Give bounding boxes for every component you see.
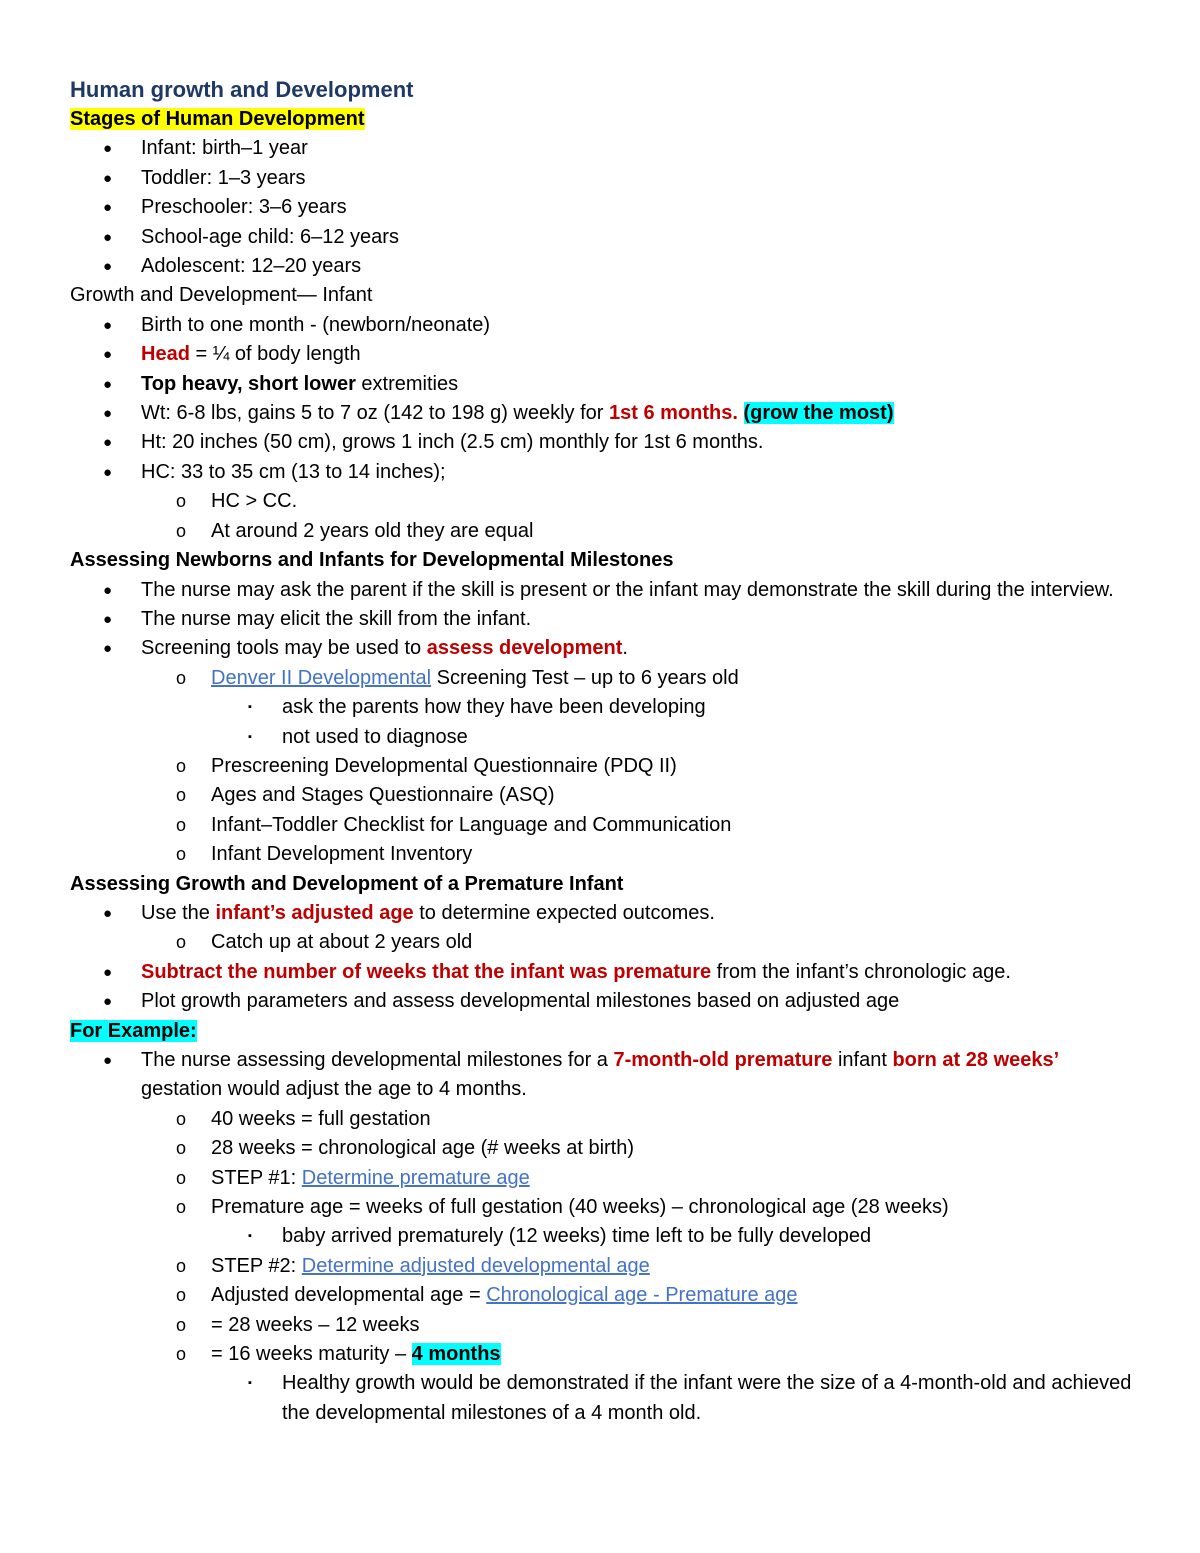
bullet-icon: ●: [103, 258, 113, 276]
list-item: ● Subtract the number of weeks that the infant was premature from the infant’s chronologic age.: [70, 958, 1145, 987]
square-bullet-icon: ▪: [248, 701, 252, 714]
infant-heading: Growth and Development— Infant: [70, 284, 373, 307]
list-item: ● Birth to one month - (newborn/neonate): [70, 311, 1145, 340]
circle-bullet-icon: o: [176, 1255, 187, 1276]
stage-item: ● Preschooler: 3–6 years: [70, 193, 1145, 222]
list-item: ● The nurse may ask the parent if the skill is present or the infant may demonstrate the skill during the interview.: [70, 576, 1145, 605]
sub-sub-list-item: ▪ Healthy growth would be demonstrated if the infant were the size of a 4-month-old and achieved the developmental milestones of a 4 month old.: [70, 1369, 1145, 1428]
sub-list-item: o Catch up at about 2 years old: [70, 928, 1145, 957]
list-item: ● The nurse may elicit the skill from the infant.: [70, 605, 1145, 634]
sub-list-item: o Denver II Developmental Screening Test – up to 6 years old: [70, 664, 1145, 693]
circle-bullet-icon: o: [176, 667, 187, 688]
circle-bullet-icon: o: [176, 491, 187, 512]
stage-item: ● Toddler: 1–3 years: [70, 164, 1145, 193]
bullet-icon: ●: [103, 463, 113, 481]
list-item: ● HC: 33 to 35 cm (13 to 14 inches);: [70, 458, 1145, 487]
newborn-assessment-heading: Assessing Newborns and Infants for Developmental Milestones: [70, 549, 674, 572]
stage-item: ● School-age child: 6–12 years: [70, 223, 1145, 252]
list-item: ● Top heavy, short lower extremities: [70, 370, 1145, 399]
square-bullet-icon: ▪: [248, 1230, 252, 1243]
bullet-icon: ●: [103, 405, 113, 423]
list-item: ● Use the infant’s adjusted age to determine expected outcomes.: [70, 899, 1145, 928]
circle-bullet-icon: o: [176, 1138, 187, 1159]
sub-list-item: o At around 2 years old they are equal: [70, 517, 1145, 546]
sub-list-item: o 40 weeks = full gestation: [70, 1105, 1145, 1134]
denver-link[interactable]: Denver II Developmental: [211, 666, 432, 689]
circle-bullet-icon: o: [176, 844, 187, 865]
bullet-icon: ●: [103, 1052, 113, 1069]
sub-list-item: o 28 weeks = chronological age (# weeks at birth): [70, 1134, 1145, 1163]
bullet-icon: ●: [103, 199, 113, 217]
premature-heading: Assessing Growth and Development of a Premature Infant: [70, 872, 624, 895]
example-heading: For Example:: [70, 1019, 197, 1042]
square-bullet-icon: ▪: [248, 730, 252, 743]
sub-sub-list-item: ▪ baby arrived prematurely (12 weeks) time left to be fully developed: [70, 1222, 1145, 1251]
bullet-icon: ●: [103, 169, 113, 187]
sub-sub-list-item: ▪ ask the parents how they have been developing: [70, 693, 1145, 722]
sub-list-item: o = 28 weeks – 12 weeks: [70, 1311, 1145, 1340]
bullet-icon: ●: [103, 434, 113, 452]
bullet-icon: ●: [103, 228, 113, 246]
sub-list-item: o Prescreening Developmental Questionnaire (PDQ II): [70, 752, 1145, 781]
circle-bullet-icon: o: [176, 755, 187, 776]
bullet-icon: ●: [103, 581, 113, 599]
bullet-icon: ●: [103, 963, 113, 981]
circle-bullet-icon: o: [176, 1285, 187, 1306]
formula-link[interactable]: Chronological age - Premature age: [486, 1284, 798, 1307]
circle-bullet-icon: o: [176, 1108, 187, 1129]
list-item: ● The nurse assessing developmental milestones for a 7-month-old premature infant born at 28 weeks’ gestation would adjust the age to 4 months.: [70, 1046, 1145, 1105]
list-item: ● Wt: 6-8 lbs, gains 5 to 7 oz (142 to 198 g) weekly for 1st 6 months. (grow the most): [70, 399, 1145, 428]
bullet-icon: ●: [103, 140, 113, 158]
circle-bullet-icon: o: [176, 520, 187, 541]
sub-list-item: o Adjusted developmental age = Chronological age - Premature age: [70, 1281, 1145, 1310]
document-title: Human growth and Development: [70, 77, 414, 102]
circle-bullet-icon: o: [176, 785, 187, 806]
circle-bullet-icon: o: [176, 814, 187, 835]
bullet-icon: ●: [103, 640, 113, 658]
list-item: ● Plot growth parameters and assess developmental milestones based on adjusted age: [70, 987, 1145, 1016]
stages-heading: Stages of Human Development: [70, 108, 365, 130]
sub-list-item: o STEP #2: Determine adjusted developmental age: [70, 1252, 1145, 1281]
stage-item: ● Infant: birth–1 year: [70, 134, 1145, 163]
bullet-icon: ●: [103, 904, 113, 922]
list-item: ● Ht: 20 inches (50 cm), grows 1 inch (2.5 cm) monthly for 1st 6 months.: [70, 428, 1145, 457]
sub-list-item: o HC > CC.: [70, 487, 1145, 516]
circle-bullet-icon: o: [176, 1197, 187, 1218]
bullet-icon: ●: [103, 610, 113, 628]
list-item: ● Head = ¼ of body length: [70, 340, 1145, 369]
list-item: ● Screening tools may be used to assess development.: [70, 634, 1145, 663]
stage-item: ● Adolescent: 12–20 years: [70, 252, 1145, 281]
circle-bullet-icon: o: [176, 932, 187, 953]
sub-sub-list-item: ▪ not used to diagnose: [70, 723, 1145, 752]
bullet-icon: ●: [103, 316, 113, 334]
premature-age-link[interactable]: Determine premature age: [301, 1166, 530, 1189]
circle-bullet-icon: o: [176, 1344, 187, 1365]
circle-bullet-icon: o: [176, 1167, 187, 1188]
bullet-icon: ●: [103, 375, 113, 393]
document-page: [70, 75, 1145, 1428]
sub-list-item: o Infant–Toddler Checklist for Language and Communication: [70, 811, 1145, 840]
sub-list-item: o Infant Development Inventory: [70, 840, 1145, 869]
sub-list-item: o = 16 weeks maturity – 4 months: [70, 1340, 1145, 1369]
adjusted-age-link[interactable]: Determine adjusted developmental age: [301, 1254, 650, 1277]
bullet-icon: ●: [103, 993, 113, 1011]
sub-list-item: o STEP #1: Determine premature age: [70, 1164, 1145, 1193]
circle-bullet-icon: o: [176, 1314, 187, 1335]
square-bullet-icon: ▪: [248, 1377, 252, 1390]
sub-list-item: o Premature age = weeks of full gestation (40 weeks) – chronological age (28 weeks): [70, 1193, 1145, 1222]
sub-list-item: o Ages and Stages Questionnaire (ASQ): [70, 781, 1145, 810]
bullet-icon: ●: [103, 346, 113, 364]
